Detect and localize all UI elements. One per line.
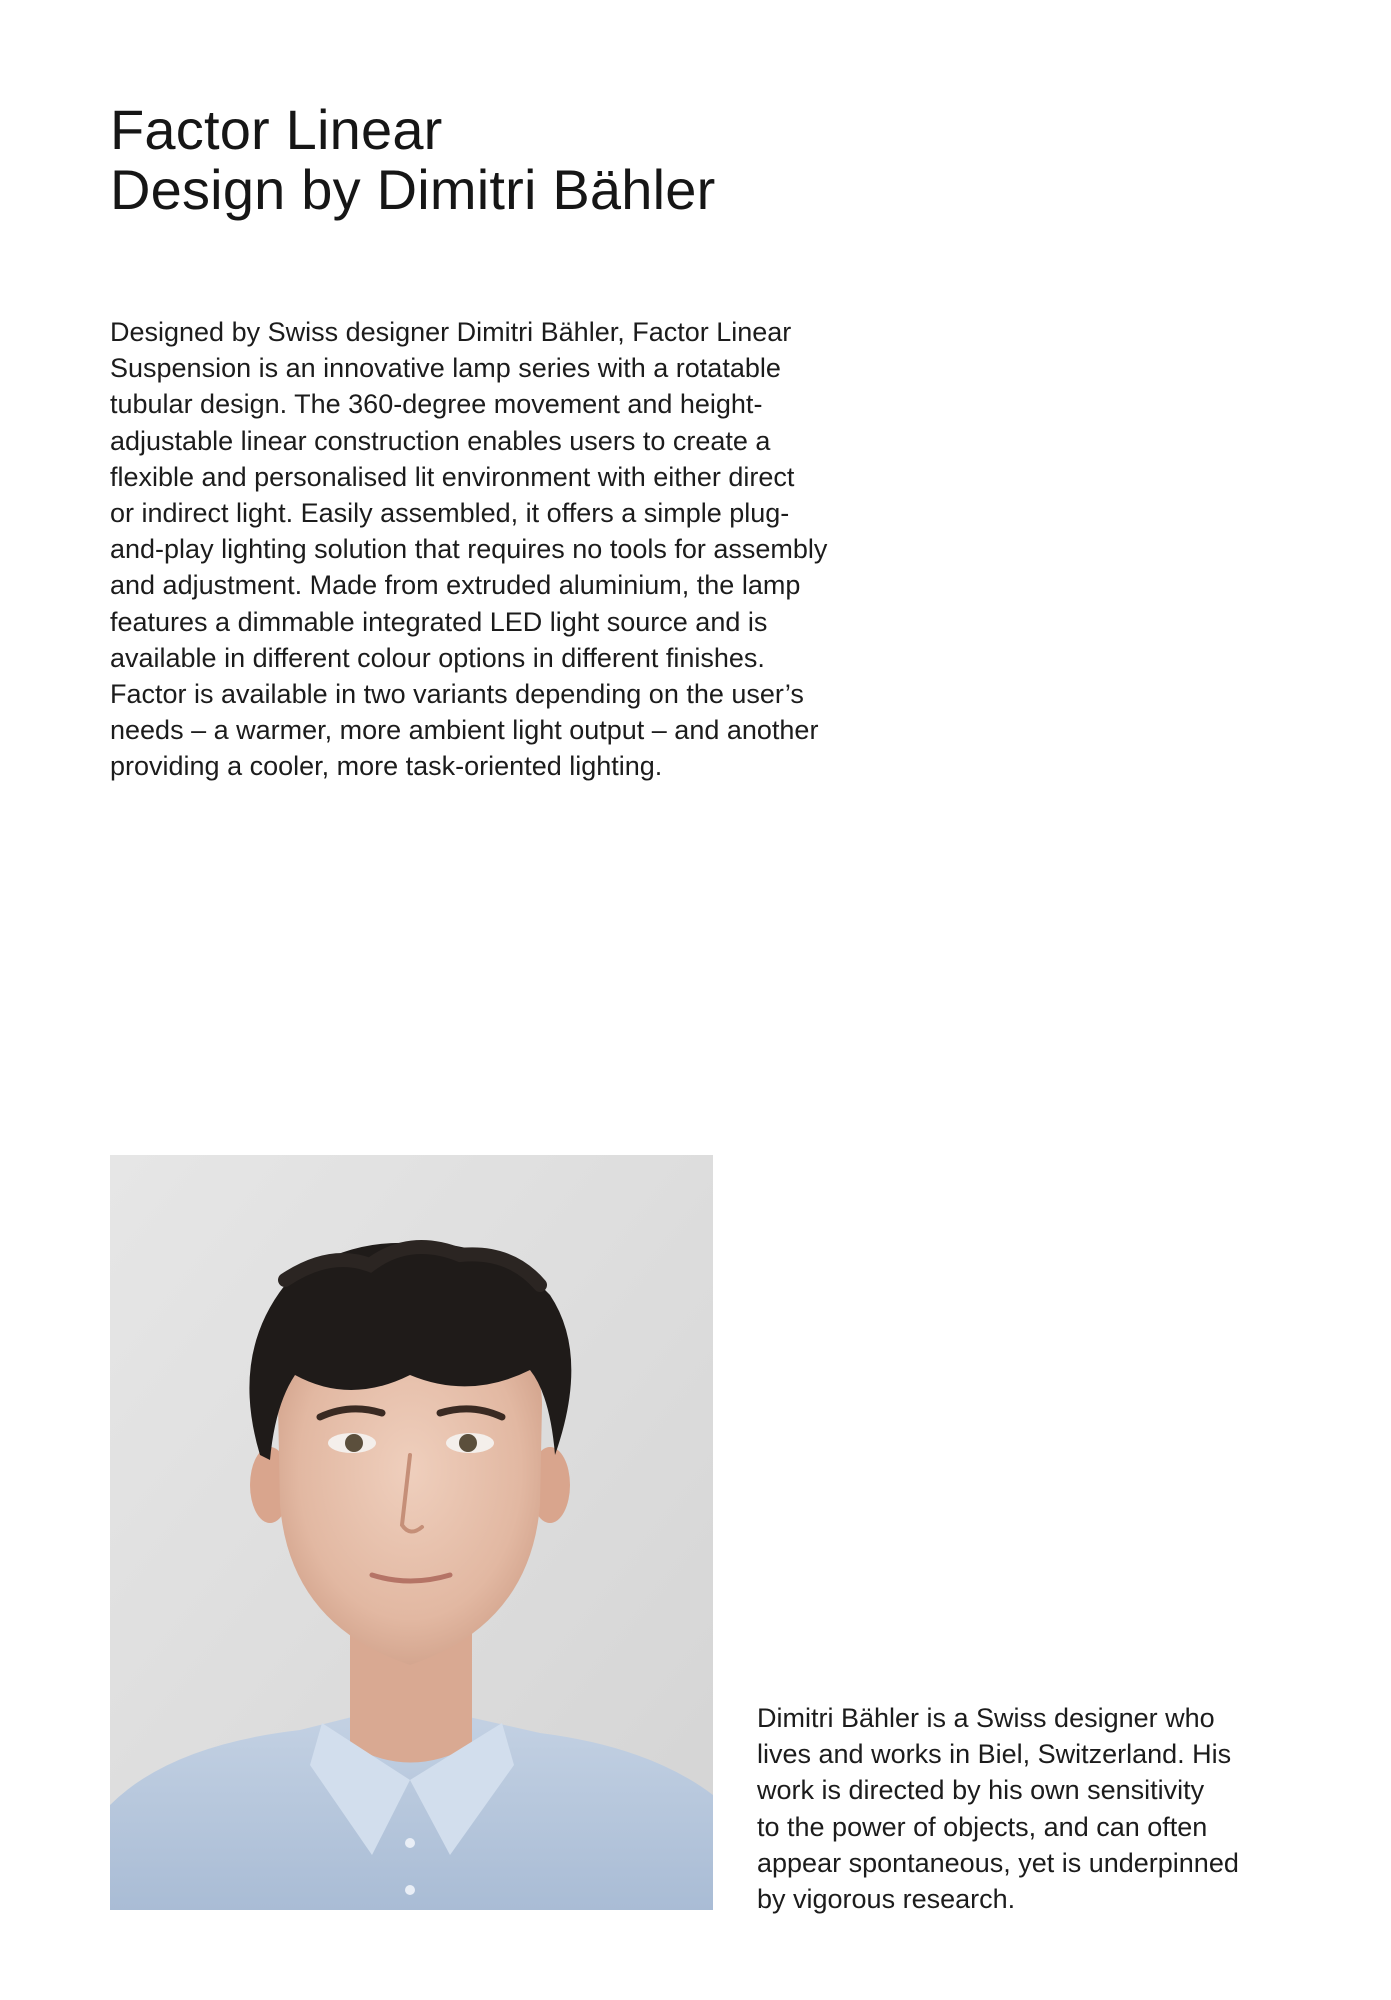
intro-line: Designed by Swiss designer Dimitri Bähler, Factor Linear xyxy=(110,317,792,347)
intro-line: providing a cooler, more task-oriented lighting. xyxy=(110,751,663,782)
bio-line: by vigorous research. xyxy=(757,1884,1016,1915)
intro-line: Suspension is an innovative lamp series with a rotatable xyxy=(110,353,781,384)
intro-line: Factor is available in two variants depending on the user’s xyxy=(110,679,804,710)
page-title xyxy=(110,100,715,220)
designer-bio xyxy=(757,1700,1357,1917)
intro-line: and-play lighting solution that requires no tools for assembly xyxy=(110,534,828,565)
intro-line: and adjustment. Made from extruded aluminium, the lamp xyxy=(110,570,801,601)
bio-line: work is directed by his own sensitivity xyxy=(757,1775,1205,1806)
bio-line: lives and works in Biel, Switzerland. His xyxy=(757,1739,1232,1770)
title-line-1: Factor Linear xyxy=(110,98,443,161)
bio-line: to the power of objects, and can often xyxy=(757,1811,1208,1842)
intro-line: adjustable linear construction enables users to create a xyxy=(110,425,771,456)
intro-line: flexible and personalised lit environment with either direct xyxy=(110,461,795,492)
designer-portrait-photo xyxy=(110,1155,713,1910)
intro-line: tubular design. The 360-degree movement and height- xyxy=(110,389,763,420)
intro-paragraph xyxy=(110,314,910,785)
portrait-illustration xyxy=(110,1155,713,1910)
intro-line: or indirect light. Easily assembled, it offers a simple plug- xyxy=(110,498,790,529)
bio-line: appear spontaneous, yet is underpinned xyxy=(757,1847,1239,1878)
bio-line: Dimitri Bähler is a Swiss designer who xyxy=(757,1703,1215,1733)
intro-line: available in different colour options in different finishes. xyxy=(110,642,765,673)
intro-line: features a dimmable integrated LED light source and is xyxy=(110,606,768,637)
intro-line: needs – a warmer, more ambient light output – and another xyxy=(110,715,819,746)
title-line-2: Design by Dimitri Bähler xyxy=(110,158,716,221)
